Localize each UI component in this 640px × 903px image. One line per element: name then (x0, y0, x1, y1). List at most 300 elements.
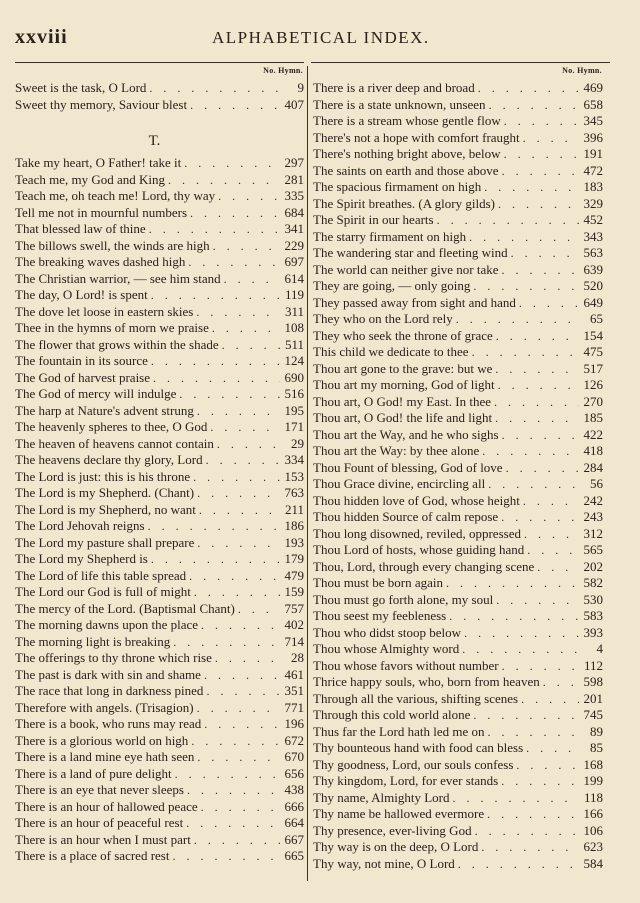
entry-title: Teach me, oh teach me! Lord, thy way (15, 188, 216, 203)
page-header (0, 26, 640, 52)
index-entry (313, 493, 603, 510)
hymn-number: 9 (297, 80, 304, 95)
index-entry (15, 304, 304, 321)
index-entry (15, 370, 304, 387)
index-entry (15, 469, 304, 486)
entry-title: Thou art the Way, and he who sighs (313, 426, 499, 442)
hymn-number: 191 (583, 146, 603, 161)
index-entry (313, 542, 603, 559)
entry-title: The spacious firmament on high (313, 179, 482, 194)
entry-title: Thou art, O God! the life and light (313, 410, 493, 425)
index-entry (15, 584, 304, 601)
index-entry (313, 707, 603, 724)
dot-leader (469, 344, 579, 361)
hymn-number: 407 (284, 96, 304, 112)
entry-title: The Lord my pasture shall prepare (15, 534, 195, 550)
entry-title: Thou art, O God! my East. In thee (313, 393, 491, 409)
entry-title: The Lord our God is full of might (15, 584, 191, 599)
dot-leader (513, 757, 579, 774)
dot-leader (215, 188, 280, 205)
index-entry (313, 674, 603, 691)
index-entry (15, 386, 304, 403)
entry-title: The offerings to thy throne which rise (15, 650, 212, 665)
right-header-rule (311, 62, 610, 63)
entry-title: Thou Fount of blessing, God of love (313, 459, 503, 475)
hymn-number: 697 (284, 254, 304, 269)
hymn-number: 584 (583, 855, 603, 871)
entry-title: The Lord Jehovah reigns (15, 518, 145, 533)
dot-leader (186, 568, 280, 585)
entry-title: The heavenly spheres to thee, O God (15, 419, 208, 434)
index-entry (15, 617, 304, 634)
entry-title: The Lord my Shepherd is (15, 551, 148, 566)
index-entry (15, 700, 304, 717)
index-entry (15, 667, 304, 684)
entry-title: They passed away from sight and hand (313, 294, 516, 310)
dot-leader (520, 130, 579, 147)
hymn-number: 112 (583, 657, 603, 673)
index-entry (313, 377, 603, 394)
index-entry (313, 592, 603, 609)
entry-title: Thou Lord of hosts, whose guiding hand (313, 542, 525, 557)
dot-leader (516, 295, 579, 312)
hymn-number: 757 (284, 600, 304, 616)
hymn-number: 311 (284, 303, 304, 319)
dot-leader (148, 353, 280, 370)
dot-leader (461, 625, 579, 642)
entry-title: Thou, Lord, through every changing scene (313, 558, 535, 574)
hymn-number: 649 (583, 294, 603, 310)
hymn-number: 469 (583, 80, 603, 95)
dot-leader (472, 823, 579, 840)
entry-title: The billows swell, the winds are high (15, 237, 210, 253)
index-entry (313, 658, 603, 675)
index-entry (15, 320, 304, 337)
hymn-number: 530 (583, 591, 603, 607)
right-column (313, 66, 603, 872)
index-entry (313, 427, 603, 444)
dot-leader (470, 707, 579, 724)
index-entry (313, 163, 603, 180)
page-number: xxviii (15, 26, 68, 48)
hymn-number: 582 (583, 575, 603, 590)
index-entry (313, 625, 603, 642)
dot-leader (434, 212, 579, 229)
dot-leader (485, 476, 579, 493)
entry-title: Thee in the hymns of morn we praise (15, 320, 209, 335)
hymn-number: 270 (583, 393, 603, 409)
entry-title: The flower that grows within the shade (15, 336, 219, 352)
left-header-rule (15, 62, 304, 63)
hymn-number: 199 (583, 773, 603, 788)
entry-title: Thy kingdom, Lord, for ever stands (313, 773, 499, 788)
dot-leader (150, 370, 280, 387)
entry-title: The morning light is breaking (15, 633, 171, 649)
entry-title: The saints on earth and those above (313, 162, 499, 178)
dot-leader (214, 436, 280, 453)
dot-leader (503, 460, 579, 477)
hymn-number: 614 (284, 270, 304, 286)
entry-title: Thrice happy souls, who, born from heaven (313, 674, 540, 689)
entry-title: The fountain in its source (15, 353, 148, 368)
dot-leader (470, 278, 579, 295)
index-entry (313, 80, 603, 97)
hymn-number: 472 (583, 162, 603, 178)
entry-title: Thou long disowned, reviled, oppressed (313, 525, 521, 541)
hymn-number: 154 (583, 327, 603, 343)
index-entry (15, 287, 304, 304)
hymn-number: 195 (284, 402, 304, 418)
dot-leader (523, 740, 579, 757)
dot-leader (493, 592, 579, 609)
entry-title: The dove let loose in eastern skies (15, 303, 194, 319)
index-entry (313, 476, 603, 493)
index-entry (15, 80, 304, 97)
hymn-number: 598 (583, 674, 603, 689)
hymn-number: 65 (590, 311, 603, 326)
index-entry (15, 716, 304, 733)
dot-leader (191, 584, 280, 601)
hymn-number: 763 (284, 485, 304, 500)
index-entry (313, 262, 603, 279)
hymn-number: 106 (583, 822, 603, 838)
dot-leader (446, 608, 579, 625)
hymn-number: 714 (284, 633, 304, 649)
hymn-number: 623 (583, 839, 603, 854)
entry-title: There is an hour of peaceful rest (15, 815, 184, 830)
entry-title: There is an eye that never sleeps (15, 782, 184, 797)
dot-leader (508, 245, 579, 262)
entry-title: There is a land of pure delight (15, 765, 172, 781)
hymn-number: 563 (583, 245, 603, 260)
hymn-number: 229 (284, 237, 304, 253)
entry-title: Therefore with angels. (Trisagion) (15, 699, 194, 715)
index-entry (313, 526, 603, 543)
hymn-number: 85 (590, 740, 603, 755)
hymn-number: 126 (583, 377, 603, 392)
dot-leader (479, 443, 579, 460)
index-entry (15, 155, 304, 172)
dot-leader (492, 361, 579, 378)
index-entry (15, 799, 304, 816)
entry-title: Thou art gone to the grave: but we (313, 360, 493, 376)
dot-leader (203, 683, 280, 700)
index-entry (313, 641, 603, 658)
entry-title: Through all the various, shifting scenes (313, 690, 519, 706)
entry-title: Thy name be hallowed evermore (313, 806, 485, 821)
hymn-number: 343 (583, 228, 603, 244)
entry-title: They who on the Lord rely (313, 311, 453, 326)
index-entry (313, 724, 603, 741)
hymn-number: 402 (284, 617, 304, 632)
dot-leader (172, 766, 280, 783)
index-entry (313, 311, 603, 328)
dot-leader (188, 733, 280, 750)
index-entry (313, 740, 603, 757)
index-entry (313, 806, 603, 823)
hymn-number: 452 (583, 212, 603, 227)
entry-title: The Lord is my Shepherd. (Chant) (15, 485, 195, 500)
index-entry (15, 518, 304, 535)
dot-leader (466, 229, 579, 246)
entry-title: The harp at Nature's advent strung (15, 402, 194, 418)
index-entry (313, 773, 603, 790)
index-entry (313, 146, 603, 163)
hymn-number: 193 (284, 534, 304, 550)
index-entry (15, 452, 304, 469)
index-entry (15, 419, 304, 436)
entry-title: There is a place of sacred rest (15, 848, 170, 863)
index-entry (15, 271, 304, 288)
hymn-number: 196 (284, 716, 304, 731)
left-column (15, 66, 304, 865)
dot-leader (146, 80, 280, 97)
hymn-number: 183 (583, 179, 603, 194)
dot-leader (484, 724, 579, 741)
dot-leader (534, 559, 579, 576)
hymn-number: 202 (583, 558, 603, 574)
hymn-number: 479 (284, 567, 304, 583)
hymn-number: 475 (583, 344, 603, 359)
index-entry (313, 575, 603, 592)
hymn-number: 168 (583, 756, 603, 772)
index-entry (15, 254, 304, 271)
hymn-number: 124 (284, 353, 304, 368)
dot-leader (194, 749, 280, 766)
index-entry (313, 295, 603, 312)
hymn-number: 89 (590, 723, 603, 739)
hymn-number: 516 (284, 386, 304, 401)
entry-title: The day, O Lord! is spent (15, 287, 148, 302)
index-entries (313, 80, 603, 872)
entry-title: There is a glorious world on high (15, 732, 189, 748)
hymn-number: 672 (284, 732, 304, 748)
index-entry (15, 749, 304, 766)
entry-title: The Lord of life this table spread (15, 567, 187, 583)
hymn-number: 565 (583, 542, 603, 557)
index-entry (313, 278, 603, 295)
entry-title: They who seek the throne of grace (313, 327, 493, 343)
index-entry (313, 410, 603, 427)
dot-leader (499, 658, 579, 675)
entry-title: Thy name, Almighty Lord (313, 789, 450, 805)
index-entries (15, 155, 304, 865)
entry-title: This child we dedicate to thee (313, 344, 469, 359)
hymn-number: 201 (583, 690, 603, 706)
hymn-number: 583 (583, 608, 603, 623)
dot-leader (194, 535, 280, 552)
dot-leader (203, 452, 280, 469)
dot-leader (499, 262, 579, 279)
dot-leader (459, 641, 579, 658)
index-entry (15, 172, 304, 189)
entry-title: There is an hour of hallowed peace (15, 798, 198, 814)
entry-title: Thou seest my feebleness (313, 608, 447, 623)
dot-leader (176, 386, 280, 403)
entry-title: Take my heart, O Father! take it (15, 155, 182, 170)
entry-title: Through this cold world alone (313, 707, 471, 722)
hymn-number: 28 (291, 650, 304, 665)
column-divider (307, 66, 308, 881)
index-entry (15, 205, 304, 222)
dot-leader (443, 575, 579, 592)
index-entry (313, 229, 603, 246)
hymn-number: 159 (284, 584, 304, 599)
entry-title: Thou must go forth alone, my soul (313, 591, 494, 607)
hymn-number: 665 (284, 848, 304, 863)
dot-leader (209, 320, 280, 337)
entry-title: Thou whose Almighty word (313, 641, 460, 656)
index-entry (15, 848, 304, 865)
index-entry (313, 179, 603, 196)
entry-title: Thou Grace divine, encircling all (313, 476, 486, 491)
dot-leader (455, 856, 579, 873)
index-entry (313, 212, 603, 229)
hymn-number: 396 (583, 129, 603, 145)
entry-title: The starry firmament on high (313, 228, 467, 244)
index-entry (313, 839, 603, 856)
entry-title: Thou must be born again (313, 575, 443, 590)
dot-leader (184, 782, 280, 799)
entry-title: The wandering star and fleeting wind (313, 245, 508, 260)
hymn-number: 684 (284, 204, 304, 220)
dot-leader (201, 667, 280, 684)
hymn-number: 461 (284, 666, 304, 682)
hymn-number: 243 (583, 509, 603, 524)
index-entry (313, 394, 603, 411)
index-entry (15, 436, 304, 453)
dot-leader (540, 674, 579, 691)
hymn-number: 186 (284, 518, 304, 533)
dot-leader (492, 410, 579, 427)
entry-title: The past is dark with sin and shame (15, 666, 201, 682)
dot-leader (148, 287, 280, 304)
entry-title: There's nothing bright above, below (313, 146, 501, 161)
dot-leader (499, 427, 579, 444)
entry-title: The breaking waves dashed high (15, 254, 186, 269)
index-entry (15, 683, 304, 700)
hymn-number: 4 (596, 641, 603, 656)
entry-title: The world can neither give nor take (313, 261, 499, 277)
hymn-number: 29 (291, 435, 304, 451)
dot-leader (201, 716, 280, 733)
dot-leader (187, 205, 280, 222)
hymn-number: 658 (583, 96, 603, 112)
dot-leader (501, 113, 579, 130)
index-entry (15, 97, 304, 114)
hymn-number: 511 (284, 336, 304, 352)
entry-title: They are going, — only going (313, 278, 471, 293)
entry-title: Sweet is the task, O Lord (15, 80, 147, 95)
entry-title: There is a river deep and broad (313, 80, 475, 95)
hymn-number: 171 (284, 419, 304, 434)
index-entry (313, 245, 603, 262)
dot-leader (499, 163, 579, 180)
entry-title: Thy way is on the deep, O Lord (313, 839, 479, 854)
entry-title: There's not a hope with comfort fraught (313, 129, 520, 145)
hymn-number: 108 (284, 320, 304, 335)
entry-title: Tell me not in mournful numbers (15, 204, 188, 220)
index-entry (15, 782, 304, 799)
index-entry (15, 221, 304, 238)
entry-title: Teach me, my God and King (15, 171, 165, 187)
entry-title: There is a stream whose gentle flow (313, 113, 501, 128)
dot-leader (495, 196, 579, 213)
entry-title: Thou who didst stoop below (313, 624, 462, 640)
hymn-number: 334 (284, 452, 304, 467)
dot-leader (198, 799, 280, 816)
dot-leader (235, 601, 280, 618)
hymn-number: 517 (583, 360, 603, 376)
dot-leader (491, 394, 579, 411)
dot-leader (148, 551, 280, 568)
dot-leader (194, 403, 280, 420)
index-entry (15, 634, 304, 651)
hymn-number: 329 (583, 195, 603, 211)
dot-leader (221, 271, 280, 288)
index-entry (15, 601, 304, 618)
dot-leader (501, 146, 579, 163)
hymn-number: 118 (583, 789, 603, 805)
hymn-number: 771 (284, 699, 304, 715)
index-entry (15, 832, 304, 849)
hymn-number: 312 (583, 525, 603, 541)
index-entry (313, 757, 603, 774)
dot-leader (194, 485, 280, 502)
entry-title: The God of mercy will indulge (15, 386, 177, 401)
entry-title: Thus far the Lord hath led me on (313, 723, 485, 739)
section-letter: T. (148, 133, 161, 149)
dot-leader (481, 179, 579, 196)
entry-title: The race that long in darkness pined (15, 683, 204, 698)
dot-leader (183, 815, 280, 832)
entry-title: The God of harvest praise (15, 369, 151, 385)
hymn-number: 284 (583, 459, 603, 475)
dot-leader (219, 337, 280, 354)
index-entry (15, 766, 304, 783)
hymn-number: 438 (284, 782, 304, 797)
hymn-number: 153 (284, 468, 304, 484)
index-entry (313, 361, 603, 378)
dot-leader (194, 700, 280, 717)
index-entry (15, 551, 304, 568)
index-entry (15, 337, 304, 354)
hymn-number: 667 (284, 831, 304, 847)
hymn-number: 690 (284, 369, 304, 385)
index-entry (15, 568, 304, 585)
index-entry (15, 485, 304, 502)
index-entry (313, 559, 603, 576)
index-entry (313, 823, 603, 840)
index-entry (313, 856, 603, 873)
index-entry (313, 328, 603, 345)
dot-leader (498, 509, 579, 526)
index-entry (15, 353, 304, 370)
hymn-number: 335 (284, 188, 304, 203)
entry-title: Thou hidden Source of calm repose (313, 509, 499, 524)
dot-leader (187, 97, 280, 114)
section-spacer (15, 113, 304, 127)
dot-leader (520, 493, 579, 510)
dot-leader (191, 832, 280, 849)
hymn-number: 242 (583, 492, 603, 508)
index-entry (15, 650, 304, 667)
dot-leader (475, 80, 579, 97)
hymn-number: 56 (590, 476, 603, 491)
hymn-number: 119 (284, 287, 304, 302)
entry-title: The Spirit in our hearts (313, 212, 434, 227)
top-entries (15, 80, 304, 113)
